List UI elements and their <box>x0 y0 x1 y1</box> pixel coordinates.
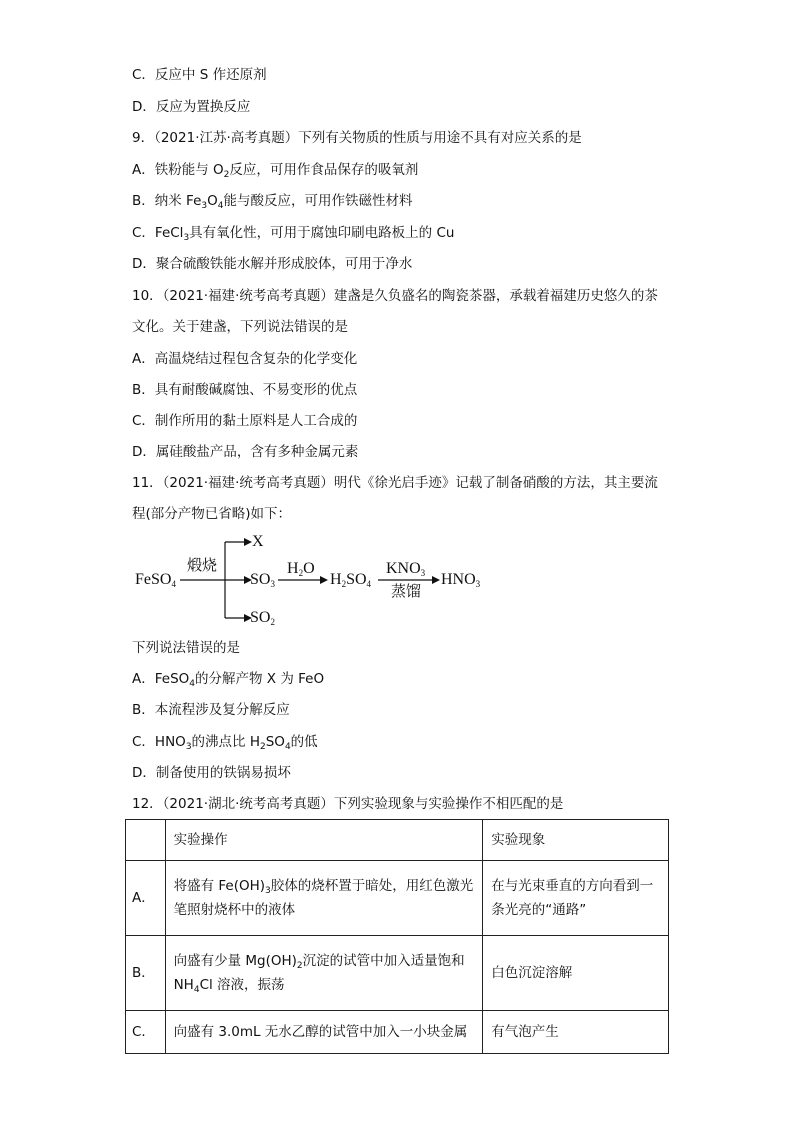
q11-option-c <box>132 733 318 751</box>
q11-a-sub: 4 <box>189 679 195 689</box>
feso4-text: FeSO <box>135 571 172 588</box>
q9-option-a <box>132 161 418 179</box>
h2so4-text: H <box>330 571 342 588</box>
q11-c-text: C．HNO <box>132 734 186 750</box>
flow-hno3 <box>441 571 480 589</box>
q9-a-sub: 2 <box>223 170 230 180</box>
flow-so3 <box>250 571 275 589</box>
q11-flow-diagram <box>132 530 532 640</box>
q11-c-text-2: 的低 <box>290 734 318 750</box>
row-operation <box>165 861 483 936</box>
table-header-operation: 实验操作 <box>165 820 483 861</box>
q11-option-d: D．制备使用的铁锅易损坏 <box>132 765 291 781</box>
row-b-op-sub: 2 <box>296 961 303 971</box>
q11-a-text-2: 的分解产物 X 为 FeO <box>195 671 325 687</box>
q10-stem-1: 10．（2021·福建·统考高考真题）建盏是久负盛名的陶瓷茶器，承载着福建历史悠久的茶 <box>132 288 658 304</box>
row-a-op-text: 将盛有 Fe(OH) <box>173 878 266 894</box>
hno3-sub: 3 <box>475 579 481 589</box>
arrow-head-h2o <box>320 576 328 584</box>
q10-stem-2: 文化。关于建盏，下列说法错误的是 <box>132 319 348 335</box>
h2o-sub: 2 <box>298 568 304 578</box>
table-header-phenomenon: 实验现象 <box>483 820 669 861</box>
q11-c-sub2: 2 <box>260 742 266 752</box>
kno3-sub: 3 <box>420 568 426 578</box>
h2so4-sub1: 2 <box>341 579 347 589</box>
q11-stem-2: 程(部分产物已省略)如下： <box>132 506 292 522</box>
q11-stem-1: 11．（2021·福建·统考高考真题）明代《徐光启手迹》记载了制备硝酸的方法，其主要流 <box>132 475 658 491</box>
row-b-op-text-2: Cl 溶液，振荡 <box>199 977 285 993</box>
q11-a-text: A．FeSO <box>132 671 190 687</box>
q11-option-a <box>132 670 324 688</box>
q9-option-c <box>132 224 454 242</box>
row-label: A． <box>126 861 166 936</box>
q10-option-b: B．具有耐酸碱腐蚀、不易变形的优点 <box>132 382 358 398</box>
hno3-text: HNO <box>441 571 476 588</box>
q8-option-c: C．反应中 S 作还原剂 <box>132 67 267 83</box>
so2-sub: 2 <box>270 617 275 627</box>
kno3-text: KNO <box>386 560 421 577</box>
q11-ask: 下列说法错误的是 <box>132 640 240 656</box>
row-label: B． <box>126 936 166 1011</box>
h2o-text-2: O <box>303 560 315 577</box>
q11-c-mid: 的沸点比 H <box>191 734 260 750</box>
arrow-head-kno3 <box>432 576 440 584</box>
row-phenomenon: 有气泡产生 <box>483 1011 669 1054</box>
flow-distill-label: 蒸馏 <box>391 584 422 600</box>
table-header-row <box>126 820 669 861</box>
row-operation: 向盛有 3.0mL 无水乙醇的试管中加入一小块金属 <box>165 1011 483 1054</box>
flow-h2o <box>287 560 315 578</box>
q10-option-a: A．高温烧结过程包含复杂的化学变化 <box>132 351 358 367</box>
q9-stem: 9．（2021·江苏·高考真题）下列有关物质的性质与用途不具有对应关系的是 <box>132 130 582 146</box>
q11-c-sub3: 4 <box>284 742 291 752</box>
table-row <box>126 936 669 1011</box>
q9-b-sub2: 4 <box>217 201 224 211</box>
q9-c-sub: 3 <box>183 233 190 243</box>
so3-text: SO <box>250 571 271 588</box>
flow-h2so4 <box>330 571 371 589</box>
q9-a-text: A．铁粉能与 O <box>132 162 224 178</box>
row-a-op-text-2: 胶体的烧杯置于暗处，用红色激光笔照射烧杯中的液体 <box>173 878 474 918</box>
so2-text: SO <box>250 609 271 626</box>
row-b-op-text: 向盛有少量 Mg(OH) <box>173 953 297 969</box>
q9-b-text: B．纳米 Fe <box>132 193 202 209</box>
flow-feso4 <box>135 571 176 589</box>
flow-so2 <box>250 609 275 627</box>
q9-option-b <box>132 192 413 210</box>
table-header-blank <box>126 820 166 861</box>
so3-sub: 3 <box>270 579 275 589</box>
flow-calcine-label: 煅烧 <box>187 558 218 574</box>
row-b-op-sub2: 4 <box>193 985 200 995</box>
table-row <box>126 1011 669 1054</box>
row-a-op-sub: 3 <box>265 886 271 896</box>
q12-table <box>125 819 669 1054</box>
q11-option-b: B．本流程涉及复分解反应 <box>132 702 290 718</box>
row-phenomenon: 在与光束垂直的方向看到一条光亮的“通路” <box>483 861 669 936</box>
q9-a-text-2: 反应，可用作食品保存的吸氧剂 <box>229 162 419 178</box>
table-row <box>126 861 669 936</box>
q9-c-text: C．FeCl <box>132 225 184 241</box>
flow-kno3 <box>386 560 425 578</box>
q10-option-c: C．制作所用的黏土原料是人工合成的 <box>132 413 358 429</box>
q11-c-sub1: 3 <box>185 742 192 752</box>
flow-x: X <box>252 533 264 550</box>
row-b-op-mid: 沉淀的试管中加入适量饱和 NH <box>173 953 465 993</box>
h2so4-sub2: 4 <box>366 579 372 589</box>
q10-option-d: D．属硅酸盐产品，含有多种金属元素 <box>132 444 359 460</box>
feso4-sub: 4 <box>171 579 176 589</box>
q9-b-text-2: 能与酸反应，可用作铁磁性材料 <box>223 193 413 209</box>
row-phenomenon: 白色沉淀溶解 <box>483 936 669 1011</box>
h2o-text: H <box>287 560 299 577</box>
q9-option-d: D．聚合硫酸铁能水解并形成胶体，可用于净水 <box>132 256 413 272</box>
row-operation <box>165 936 483 1011</box>
q11-c-mid2: SO <box>265 734 285 750</box>
q8-option-d: D．反应为置换反应 <box>132 99 251 115</box>
q9-b-mid: O <box>207 193 218 209</box>
q12-stem: 12．（2021·湖北·统考高考真题）下列实验现象与实验操作不相匹配的是 <box>132 796 564 812</box>
q9-b-sub1: 3 <box>201 201 208 211</box>
arrow-head-x <box>244 538 252 546</box>
row-label: C． <box>126 1011 166 1054</box>
h2so4-text-2: SO <box>346 571 367 588</box>
q9-c-text-2: 具有氧化性，可用于腐蚀印刷电路板上的 Cu <box>189 225 455 241</box>
